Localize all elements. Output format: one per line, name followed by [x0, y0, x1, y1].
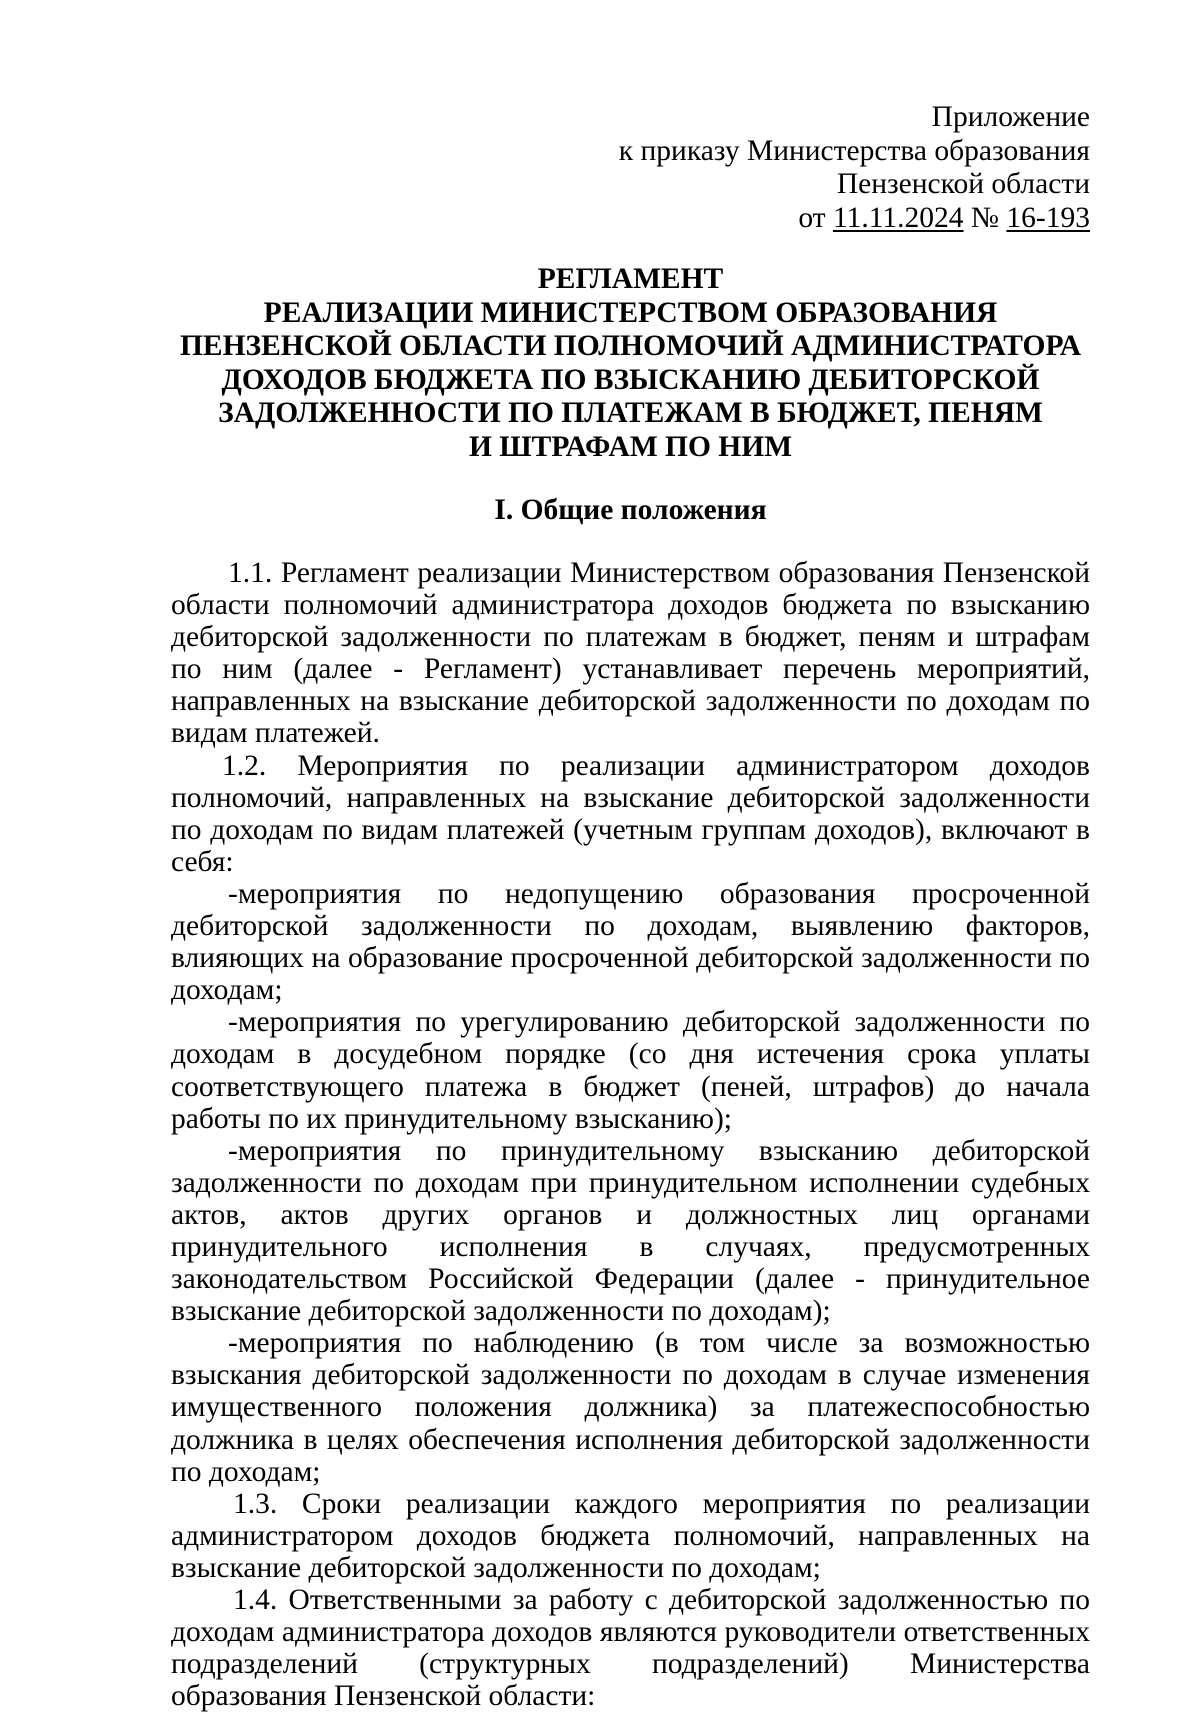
list-item-prevention: -мероприятия по недопущению образования просроченной дебиторской задолженности по доходам, выявлению факторов, влияющих на образование просроченной дебиторской задолженности по доходам;	[171, 877, 1090, 1007]
order-number: 16-193	[1006, 201, 1090, 234]
list-item-pretrial: -мероприятия по урегулированию дебиторской задолженности по доходам в досудебном порядке (со дня истечения срока уплаты соответствующего платежа в бюджет (пеней, штрафов) до начала работы по их принудительному взысканию);	[171, 1006, 1090, 1135]
section-heading: I. Общие положения	[494, 494, 767, 526]
title-line-3: ПЕНЗЕНСКОЙ ОБЛАСТИ ПОЛНОМОЧИЙ АДМИНИСТРАТОРА	[179, 330, 1082, 362]
title-line-6: И ШТРАФАМ ПО НИМ	[468, 430, 793, 463]
document-title	[171, 263, 1090, 464]
appendix-line-3: Пензенской области	[836, 168, 1090, 200]
order-date: 11.11.2024	[832, 201, 964, 234]
title-line-4: ДОХОДОВ БЮДЖЕТА ПО ВЗЫСКАНИЮ ДЕБИТОРСКОЙ	[221, 363, 1040, 396]
title-line-1: РЕГЛАМЕНТ	[537, 263, 724, 295]
paragraph-1-1: 1.1. Регламент реализации Министерством образования Пензенской области полномочий администратора доходов бюджета по взысканию дебиторской задолженности по платежам в бюджет, пеням и штрафам по ним (далее - Регламент) устанавливает перечень мероприятий, направленных на взыскание дебиторской задолженности по доходам по видам платежей.	[171, 557, 1090, 750]
appendix-date-line	[619, 202, 1090, 236]
list-item-monitoring: -мероприятия по наблюдению (в том числе за возможностью взыскания дебиторской задолженности по доходам в случае изменения имущественного положения должника) за платежеспособностью должника в целях обеспечения исполнения дебиторской задолженности по доходам;	[171, 1327, 1090, 1488]
appendix-block	[619, 101, 1090, 235]
date-prefix: от	[798, 201, 833, 234]
title-line-2: РЕАЛИЗАЦИИ МИНИСТЕРСТВОМ ОБРАЗОВАНИЯ	[263, 296, 998, 329]
paragraph-1-2: 1.2. Мероприятия по реализации администратором доходов полномочий, направленных на взыскание дебиторской задолженности по доходам по видам платежей (учетным группам доходов), включают в себя:	[171, 749, 1090, 878]
appendix-line-2: к приказу Министерства образования	[618, 134, 1090, 167]
document-body	[171, 557, 1090, 1712]
paragraph-1-4: 1.4. Ответственными за работу с дебиторской задолженностью по доходам администратора доходов являются руководители ответственных подразделений (структурных подразделений) Министерства образования Пензенской области:	[171, 1584, 1090, 1712]
paragraph-1-3: 1.3. Сроки реализации каждого мероприятия по реализации администратором доходов бюджета полномочий, направленных на взыскание дебиторской задолженности по доходам;	[171, 1487, 1090, 1584]
appendix-line-1: Приложение	[931, 101, 1090, 133]
list-item-enforcement: -мероприятия по принудительному взысканию дебиторской задолженности по доходам при принудительном исполнении судебных актов, актов других органов и должностных лиц органами принудительного исполнения в случаях, предусмотренных законодательством Российской Федерации (далее - принудительное взыскание дебиторской задолженности по доходам);	[171, 1134, 1090, 1328]
number-sign: №	[963, 201, 1007, 234]
title-line-5: ЗАДОЛЖЕННОСТИ ПО ПЛАТЕЖАМ В БЮДЖЕТ, ПЕНЯМ	[218, 397, 1043, 429]
